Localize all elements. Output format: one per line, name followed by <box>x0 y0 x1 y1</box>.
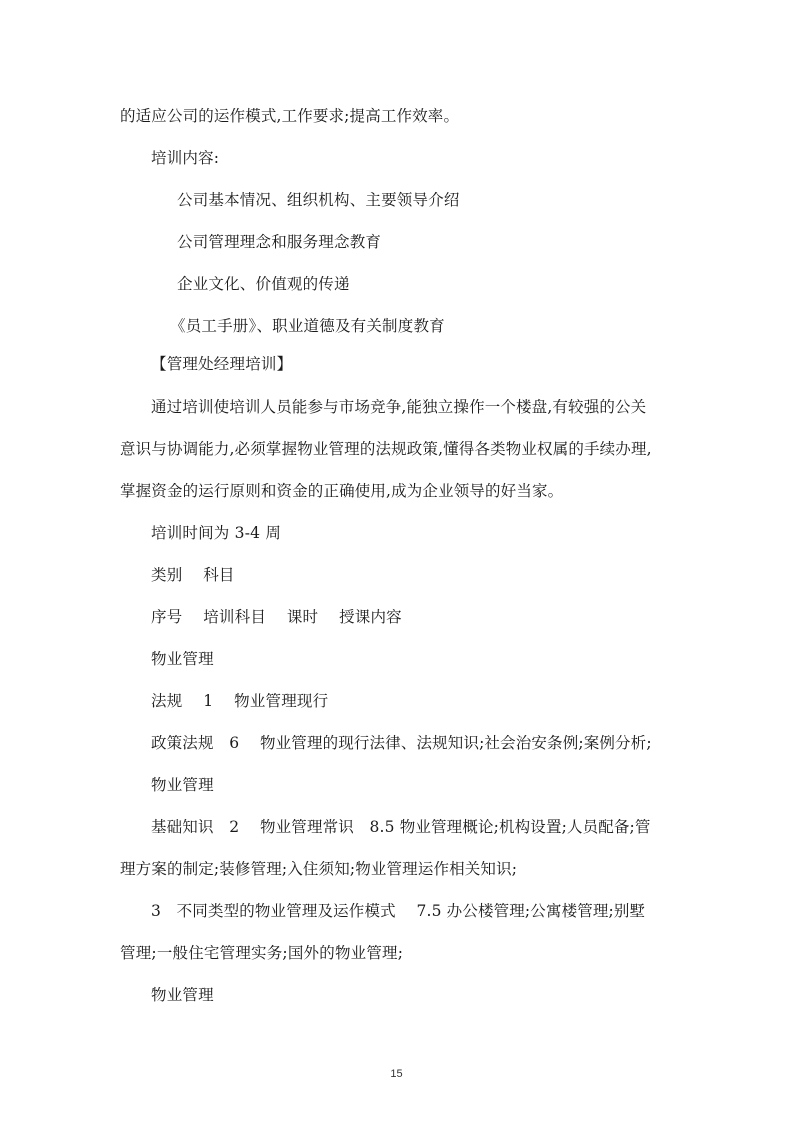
table-row: 政策法规 6 物业管理的现行法律、法规知识;社会治安条例;案例分析; <box>151 734 652 752</box>
section-heading: 培训内容: <box>151 149 220 167</box>
paragraph-line: 培训时间为 3-4 周 <box>151 524 282 542</box>
table-row: 基础知识 2 物业管理常识 8.5 物业管理概论;机构设置;人员配备;管 <box>151 818 651 836</box>
table-row: 序号 培训科目 课时 授课内容 <box>151 608 402 626</box>
paragraph-line: 掌握资金的运行原则和资金的正确使用,成为企业领导的好当家。 <box>120 482 564 500</box>
table-row: 物业管理 <box>151 650 214 668</box>
section-heading: 【管理处经理培训】 <box>151 355 293 373</box>
table-row: 物业管理 <box>151 986 214 1004</box>
table-row: 法规 1 物业管理现行 <box>151 692 329 710</box>
list-item: 《员工手册》、职业道德及有关制度教育 <box>170 317 445 335</box>
table-row: 物业管理 <box>151 776 214 794</box>
page-number: 15 <box>390 1068 403 1080</box>
table-row: 类别 科目 <box>151 566 235 584</box>
paragraph-line: 意识与协调能力,必须掌握物业管理的法规政策,懂得各类物业权属的手续办理, <box>120 440 652 458</box>
paragraph-line: 通过培训使培训人员能参与市场竞争,能独立操作一个楼盘,有较强的公关 <box>151 398 647 416</box>
list-item: 公司基本情况、组织机构、主要领导介绍 <box>177 191 460 209</box>
table-row: 管理;一般住宅管理实务;国外的物业管理; <box>120 944 404 962</box>
table-row: 理方案的制定;装修管理;入住须知;物业管理运作相关知识; <box>120 860 518 878</box>
table-row: 3 不同类型的物业管理及运作模式 7.5 办公楼管理;公寓楼管理;别墅 <box>151 902 646 920</box>
list-item: 企业文化、价值观的传递 <box>177 275 350 293</box>
list-item: 公司管理理念和服务理念教育 <box>177 233 382 251</box>
paragraph-line: 的适应公司的运作模式,工作要求;提高工作效率。 <box>120 107 460 125</box>
